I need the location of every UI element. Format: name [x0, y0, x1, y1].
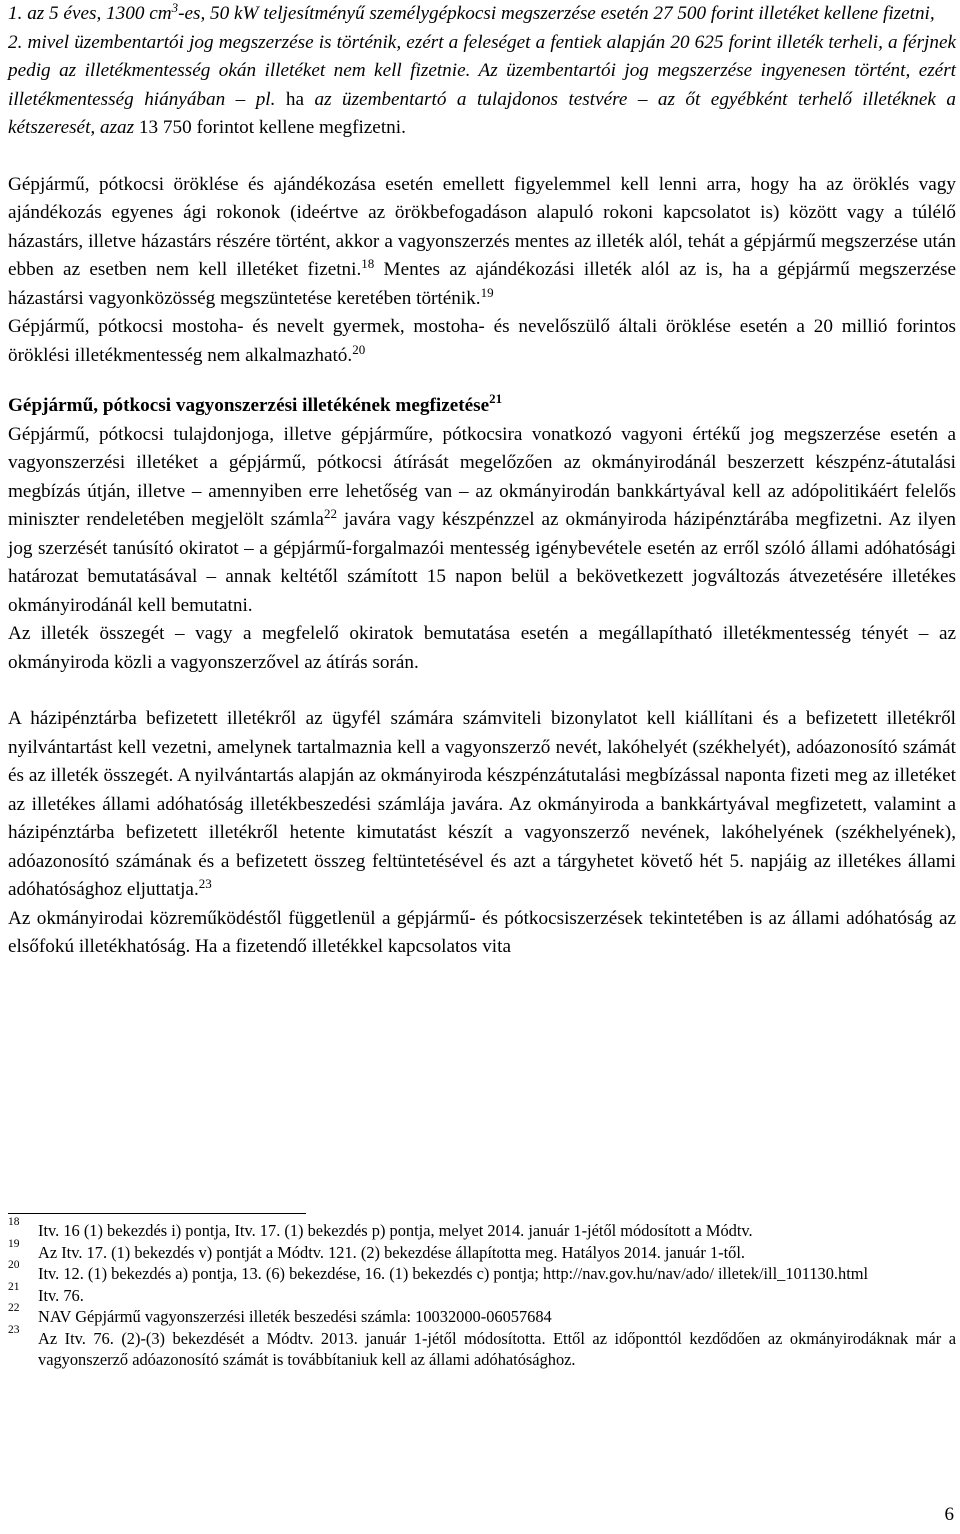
- document-page: [8, 0, 956, 962]
- stepchild-text: Gépjármű, pótkocsi mostoha- és nevelt gyermek, mostoha- és nevelőszülő általi öröklése esetén a 20 millió forintos öröklési illetékmentesség nem alkalmazható.: [8, 316, 956, 366]
- footnote-text: Itv. 76.: [38, 1285, 84, 1305]
- example-item-2-italic-2: az üzembentartó a tulajdonos testvére – az őt egyébként terhelő illetéknek a kétszeresét, azaz: [8, 88, 956, 138]
- footnote-ref-22[interactable]: 22: [323, 506, 337, 521]
- stepchild-paragraph: [8, 313, 956, 370]
- footnote-number: 19: [8, 1237, 20, 1250]
- footnote-23: [8, 1323, 956, 1371]
- footnote-text: Az Itv. 76. (2)-(3) bekezdését a Módtv. 2013. január 1-jétől módosította. Ettől az időponttól kezdődően az okmányirodáknak már a vagyonszerző adóazonosító számát is továbbítaniuk kell az állami adóhatósághoz.: [38, 1328, 956, 1369]
- payment-text-2: Az illeték összegét – vagy a megfelelő okiratok bemutatása esetén a megállapítható illetékmentesség tényét – az okmányiroda közli a vagyonszerzővel az átírás során.: [8, 623, 956, 673]
- inheritance-paragraph: [8, 171, 956, 314]
- tax-authority-paragraph: [8, 905, 956, 962]
- footnote-19: [8, 1237, 956, 1264]
- footnote-number: 23: [8, 1323, 20, 1336]
- inheritance-text-a: Gépjármű, pótkocsi öröklése és ajándékozása esetén emellett figyelemmel kell lenni arra, hogy ha az öröklés vagy ajándékozás egyenes ági rokonok (ideértve az örökbefogadáson alapuló rokoni kapcsolatot is) között vagy a túlélő házastárs, illetve házastárs részére történt, akkor a vagyonszerzés mentes az illeték alól, tehát a gépjármű megszerzése után ebben az esetben nem kell illetéket fizetni.: [8, 173, 956, 280]
- footnote-22: [8, 1302, 956, 1328]
- example-item-2: [8, 29, 956, 143]
- section-heading: [8, 392, 956, 421]
- footnote-number: 22: [8, 1302, 20, 1314]
- footnote-ref-19[interactable]: 19: [480, 284, 494, 300]
- footnote-ref-20[interactable]: 20: [352, 341, 366, 357]
- footnote-text: NAV Gépjármű vagyonszerzési illeték beszedési számla: 10032000-06057684: [38, 1307, 552, 1326]
- footnote-18: [8, 1216, 956, 1242]
- footnote-21: [8, 1280, 956, 1307]
- example-item-1-text-b: -es, 50 kW teljesítményű személygépkocsi megszerzése esetén 27 500 forint illetéket kellene fizetni,: [178, 3, 935, 24]
- inheritance-text-b: Mentes az ajándékozási illeték alól az is, ha a gépjármű megszerzése házastársi vagyonközösség megszüntetése keretében történik.: [8, 259, 956, 309]
- payment-text-b: javára vagy készpénzzel az okmányiroda házipénztárába megfizetni. Az ilyen jog szerzését tanúsító okiratot – a gépjármű-forgalmazói mentesség igénybevétele esetén az erről szóló állami adóhatósági határozat bemutatásával – annak keltétől számított 15 napon belül a bekövetkezett jogváltozás átvezetésére illetékes okmányirodánál kell bemutatni.: [8, 509, 957, 616]
- example-item-2-italic: 2. mivel üzembentartói jog megszerzése is történik, ezért a feleséget a fentiek alapján 20 625 forint illeték terheli, a férjnek pedig az illetékmentesség okán illetéket nem kell fizetnie. Az üzembentartói jog megszerzése ingyenesen történt, ezért illetékmentesség hiányában – pl.: [8, 31, 956, 110]
- page-number: 6: [944, 1504, 954, 1525]
- footnote-separator: [8, 1213, 306, 1214]
- example-item-1-text-a: 1. az 5 éves, 1300 cm: [8, 3, 172, 24]
- footnote-20: [8, 1259, 956, 1285]
- footnote-number: 21: [8, 1280, 20, 1293]
- cash-register-text: A házipénztárba befizetett illetékről az ügyfél számára számviteli bizonylatot kell kiállítani és a befizetett illetékről nyilvántartást kell vezetni, amelynek tartalmaznia kell a vagyonszerző nevét, lakóhelyét (székhelyét), adóazonosító számát és az illeték összegét. A nyilvántartás alapján az okmányiroda készpénzátutalási megbízással naponta fizeti meg az illetéket az illetékes állami adóhatóság illetékbeszedési számlája javára. Az okmányiroda a bankkártyával megfizetett, valamint a házipénztárba befizetett illetékről hetente kimutatást készít a vagyonszerző nevének, lakóhelyének (székhelyének), adóazonosító számának és a befizetett összeg feltüntetésével és azt a tárgyhetet követő hét 5. napjáig az illetékes állami adóhatósághoz eljuttatja.: [8, 708, 956, 900]
- example-item-1: [8, 0, 956, 29]
- example-item-2-normal-2: 13 750 forintot kellene megfizetni.: [134, 117, 406, 138]
- section-heading-text: Gépjármű, pótkocsi vagyonszerzési illetékének megfizetése: [8, 395, 490, 416]
- tax-authority-text: Az okmányirodai közreműködéstől függetlenül a gépjármű- és pótkocsiszerzések tekintetében is az állami adóhatóság az elsőfokú illetékhatóság. Ha a fizetendő illetékkel kapcsolatos vita: [8, 907, 956, 957]
- footnote-text: Az Itv. 17. (1) bekezdés v) pontját a Módtv. 121. (2) bekezdése állapította meg. Hatályos 2014. január 1-től.: [38, 1242, 746, 1262]
- footnote-ref-23[interactable]: 23: [198, 876, 212, 891]
- footnote-text: Itv. 12. (1) bekezdés a) pontja, 13. (6) bekezdése, 16. (1) bekezdés c) pontja; http://nav.gov.hu/nav/ado/ illetek/ill_101130.html: [38, 1264, 869, 1283]
- cash-register-paragraph: [8, 705, 956, 905]
- footnote-text: Itv. 16 (1) bekezdés i) pontja, Itv. 17. (1) bekezdés p) pontja, melyet 2014. január 1-jétől módosított a Módtv.: [38, 1221, 753, 1240]
- superscript-3: 3: [171, 0, 179, 15]
- footnote-number: 18: [8, 1216, 20, 1228]
- payment-text-a: Gépjármű, pótkocsi tulajdonjoga, illetve gépjárműre, pótkocsira vonatkozó vagyoni értékű jog megszerzése esetén a vagyonszerzési illetéket a gépjármű, pótkocsi átírását megelőzően az okmányirodánál beszerzett készpénz-átutalási megbízás útján, illetve – amennyiben erre lehetőség van – az okmányirodán bankkártyával kell az adópolitikáért felelős miniszter rendeletében megjelölt számla: [8, 423, 956, 530]
- payment-paragraph-2: [8, 620, 956, 677]
- footnotes: [8, 1216, 956, 1371]
- footnote-ref-18[interactable]: 18: [361, 256, 375, 271]
- example-item-2-normal: ha: [275, 88, 315, 110]
- footnote-ref-21[interactable]: 21: [489, 391, 503, 406]
- footnote-number: 20: [8, 1259, 20, 1271]
- payment-paragraph-1: [8, 421, 956, 621]
